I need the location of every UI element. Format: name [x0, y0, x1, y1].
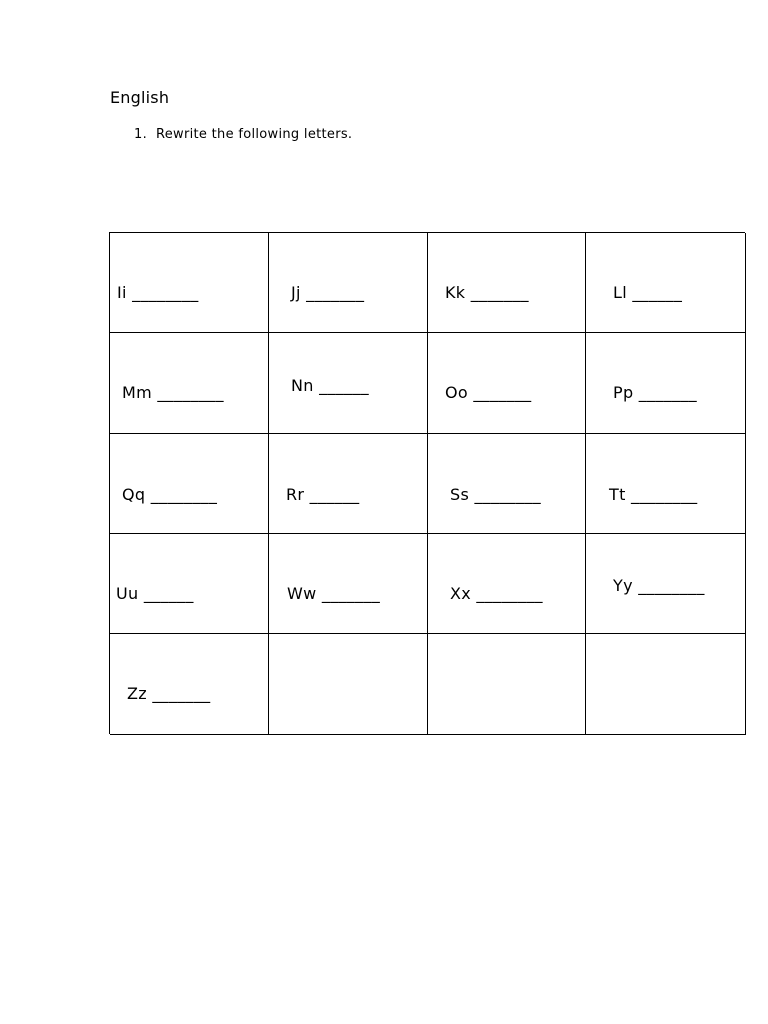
letter-entry: Ww _______ [287, 584, 380, 603]
table-cell [428, 534, 586, 634]
table-cell [269, 534, 428, 634]
letter-entry: Yy ________ [613, 576, 705, 595]
letter-entry: Zz _______ [127, 684, 211, 703]
letter-entry: Nn ______ [291, 376, 369, 395]
table-cell [428, 434, 586, 534]
table-cell [428, 233, 586, 333]
letter-entry: Mm ________ [122, 383, 224, 402]
table-cell [110, 333, 269, 434]
table-cell [586, 233, 746, 333]
letter-entry: Rr ______ [286, 485, 360, 504]
letter-entry: Pp _______ [613, 383, 697, 402]
table-cell [269, 634, 428, 735]
table-cell [428, 634, 586, 735]
letter-entry: Tt ________ [609, 485, 698, 504]
table-cell [269, 434, 428, 534]
table-cell [269, 333, 428, 434]
subject-heading: English [110, 88, 170, 107]
table-cell [586, 333, 746, 434]
table-cell [428, 333, 586, 434]
instruction-text: Rewrite the following letters. [156, 127, 353, 142]
letter-entry: Kk _______ [445, 283, 529, 302]
letter-entry: Ii ________ [117, 283, 199, 302]
letter-entry: Ll ______ [613, 283, 683, 302]
table-cell [269, 233, 428, 333]
letter-entry: Xx ________ [450, 584, 543, 603]
instruction-number: 1. [134, 127, 148, 142]
table-cell [586, 634, 746, 735]
table-cell [110, 634, 269, 735]
letter-entry: Jj _______ [291, 283, 365, 302]
letter-entry: Ss ________ [450, 485, 541, 504]
table-cell [586, 534, 746, 634]
letter-entry: Qq ________ [122, 485, 218, 504]
table-cell [110, 434, 269, 534]
table-cell [586, 434, 746, 534]
instruction [134, 127, 352, 142]
letter-table [109, 232, 745, 734]
letter-entry: Oo _______ [445, 383, 532, 402]
table-cell [110, 233, 269, 333]
table-cell [110, 534, 269, 634]
letter-entry: Uu ______ [116, 584, 194, 603]
